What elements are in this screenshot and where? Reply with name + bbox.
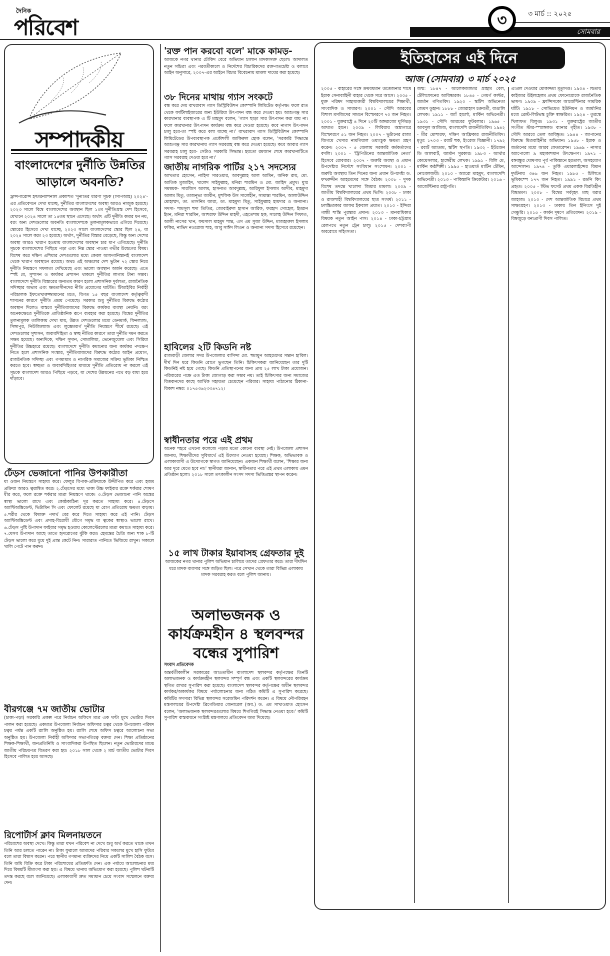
article-body: আখতার হোসেন, নাহিদা সারওয়ার, আবদুল্লাহ আল আমিন, অনিক রায়, মো. আতিক মুজাহিদ, খালেদ সাইফুল্লাহ, মনিরা শারমিন ও মো. জাহিদ প্রমুখ। যুগ্ম সমন্বয়ক- সারজিস আলম, হাসনাত আবদুল্লাহ, আরিফুল ইসলাম আদীব, মাহমুদা আলম মিতু, তাজনূভা জাবীন, মুশফিক উস সালেহীন, সামান্তা শারমিন, আলাউদ্দিন মোহাম্মদ, ডা. তাসনিম জারা, ডা. মাহমুদা মিতু, সাইফুল্লাহ হায়দার ও অন্যান্য। সদস্য- শামসুল হুদা তিতির, জোবাইরুল হাসান আরিফ, ফরহাদ সোহেল, ইমরান ইমন, মনিরা শারমিন, আশরাফ উদ্দিন মাহদী, এহতেশাম হক, সালেহ উদ্দিন সিফাত, আলী নাসের খান, ফয়সাল মাহমুদ শান্ত, এস এম সুজা উদ্দিন, মাজহারুল ইসলাম ফকির, নাভিদ নওরোজ শাহ, আবু সাঈদ লিওন ও অন্যান্য সদস্য হিসেবে রয়েছেন। xyxy=(164,174,308,231)
issue-date: ৩ মার্চ :: ২০২৫ xyxy=(528,10,572,18)
logo-text: পরিবেশ xyxy=(14,16,78,41)
editorial-box xyxy=(4,44,154,464)
article-headline[interactable]: স্বাধীনতার পরে এই প্রথম xyxy=(164,436,253,446)
divider xyxy=(11,153,147,154)
history-column-2: জন্ম: ১৮৪৭ - আলেকজান্ডার গ্রাহাম বেল, টেলিফোনের আবিষ্কারক। ১৮৪৫ - গেয়র্গ কান্টর, জার্মান গণিতবিদ। ১৯২০ - স্কটিশ অভিনেতা জেমস ডুহান। ১৮৮৮ - জোরাহাস চক্রবর্তী, বাঙালি লেখক। ১৯১১ - জ্যাঁ হার্লো, মার্কিন অভিনেত্রী। ১৯৩১ - সৌদি আরবের ফুটবলার। ১৯৬৫ - আবদুল আজিজ, বাংলাদেশি রাজনীতিবিদ। ১৯৪২ - মীর মোশারফ, দক্ষিণ আফ্রিকার রাজনীতিবিদ। মৃত্যু: ১৭০৩ - রবার্ট হুক, ইংরেজ বিজ্ঞানী। ১৭৯২ - রবার্ট অ্যাডাম, স্কটিশ স্থপতি। ১৯৩২ - ইউজেন ডি আলবার্ট, জার্মান সুরকার। ১৯৮৩ - আর্থার কোয়েসলার, হাঙ্গেরীয় লেখক। ১৯৯১ - বিলি মে, মার্কিন কণ্ঠশিল্পী। ১৯৯৫ - হাওয়ার্ড মার্টিন টেমিন, নোবেলজয়ী। ২০১০ - অ্যারো মাহমুদ, বাংলাদেশি অভিনেত্রী। ২০১৩ - পাকিস্তানি ক্রিকেটার। ২০১৬ - আর্জেন্টিনার রাষ্ট্রপতি। xyxy=(417,87,505,190)
article-headline[interactable]: রিপোর্টার্স ক্লাব মিলনায়তনে xyxy=(4,831,102,841)
article-body: বন্ধ করে দেয় বাখরাবাদ গ্যাস ডিস্ট্রিবিউশন কোম্পানি লিমিটেড কর্তৃপক্ষ। ফলে রাত থেকে ফার্টিলাইজারের জন্য ইউরিয়া উৎপাদন বন্ধ করে দেওয়া হয়। আশুগঞ্জ সার কারখানার ব্যবস্থাপক এ টি মাহমুদ বলেন, 'গ্যাস ছাড়া সার উৎপাদন করা যায় না। ফলে কারখানার উৎপাদন কার্যক্রম বন্ধ করে দেওয়া হয়েছে। কবে নাগাদ উৎপাদন চালু হবে-তা স্পষ্ট করে বলা যাচ্ছে না।' বাখরাবাদ গ্যাস ডিস্ট্রিবিউশন কোম্পানি লিমিটেডের উপব্যবস্থাপক প্রকৌশলী জাকিরুল হোক বলেন, 'সরকারি সিদ্ধান্তে আশুগঞ্জ সার কারখানায় গ্যাস সরবরাহ বন্ধ করে দেওয়া হয়েছে। কবে আবার গ্যাস সরবরাহ চালু হবে- সেটাও সরকারি সিদ্ধান্ত। হয়তো রমজান শেষে কারখানাটিতে গ্যাস সরবরাহ দেওয়া হবে না।' xyxy=(164,104,308,160)
article-body: অনেক শহরে এখনো কলেজে পড়ার মতো কোনো ব্যবস্থা নেই। উপজেলা প্রশাসন জানায়, শিক্ষার্থীদের সুবিধার্থে এই উদ্যোগ নেওয়া হয়েছে। শিক্ষক, অভিভাবক ও এলাকাবাসী এ উদ্যোগকে স্বাগত জানিয়েছেন। একজন শিক্ষার্থী বলেন, 'শিক্ষার জন্য আর দূরে যেতে হবে না।' স্থানীয়রা জানান, স্বাধীনতার পরে এই প্রথম এলাকায় এমন প্রতিষ্ঠান হলো। ২০১৮ সালে তৎকালীন সংসদ সদস্য ভিত্তিপ্রস্তর স্থাপন করেন। xyxy=(164,447,308,478)
article-body: রাজবাড়ী জেলার সদর উপজেলার বাসিন্দা মো. হুমায়ুন আহমেদের সন্তান হাবিল। দীর্ঘ দিন ধরে কিডনি রোগে ভুগছেন তিনি। চিকিৎসকরা জানিয়েছেন তার দুটি কিডনিই নষ্ট হয়ে গেছে। কিডনি প্রতিস্থাপনের জন্য প্রায় ২৫ লাখ টাকা প্রয়োজন। পরিবারের পক্ষে এত টাকা জোগাড় করা সম্ভব নয়। তাই চিকিৎসার জন্য সমাজের বিত্তবানদের কাছে আর্থিক সহায়তা চেয়েছেন পরিবার। সাহায্য পাঠানোর ঠিকানা- বিকাশ নম্বর: ০১৭৫৩৬২৩৩৪৭১২। xyxy=(164,354,308,392)
history-title: ইতিহাসের এই দিনে xyxy=(353,47,565,69)
editorial-body: ট্রান্সপারেন্সি ইন্টারন্যাশনাল প্রকাশিত 'দুর্নীতির ধারণা সূচক (সিপিআই) ২০২৪'-এর প্রতিবেদনে দেখা যাচ্ছে, দুর্নীতির বাংলাদেশের অবস্থা আরও নাজুক হয়েছে। ২০২৩ সালে বিশ্বে বাংলাদেশের অবস্থান ছিল ১০ম দুর্নীতিগ্রস্ত দেশ হিসেবে, যেখানে ২০২৪ সালে তা ১৪তম স্থানে এসেছে। অর্থাৎ এটি দুর্নীতি কমার ধন নয়, বরং অন্য দেশগুলোর অবনতি বাংলাদেশকে তুলনামূলকভাবে এগিয়ে দিয়েছে। স্কোরের হিসেবে দেখা যাচ্ছে, ২০২৩ সালে বাংলাদেশের স্কোর ছিল ২৪, যা ২০২৪ সালে কমে ২৩ হয়েছে। অর্থাৎ, দুর্নীতির বিস্তার বেড়েছে, কিন্তু অন্য দেশের অবস্থা আরও খারাপ হওয়ায় বাংলাদেশের অবস্থান চার ধাপ এগিয়েছে। দুর্নীতি সূচকে বাংলাদেশের পিছিয়ে পড়া এবং নিম্ন স্কোর পাওয়া গভীর উদ্বেগের বিষয়। বিশেষ করে দক্ষিণ এশিয়ার দেশগুলোর মধ্যে কেবল আফগানিস্তানই বাংলাদেশ থেকে খারাপ অবস্থানে রয়েছে। অথচ এই অঞ্চলের দেশ ভুটান ৭২ স্কোর নিয়ে দুর্নীতি নিয়ন্ত্রণে সফলতা দেখিয়েছে এবং ভালো অবস্থান অর্জন করেছে। এতে স্পষ্ট যে, সুশাসন ও কার্যকর প্রশাসন থাকলে দুর্নীতির লাগাম টানা সম্ভব। বাংলাদেশে দুর্নীতি বিস্তারের অন্যতম কারণ হলো প্রশাসনিক দুর্বলতা, রাজনৈতিক সদিচ্ছার অভাব এবং ক্ষমতাসীনদের নীতি প্রয়োগের ঘাটতি। টিআইবির নির্বাহী পরিচালক ইফতেখারুজ্জামানের মতে, বিগত ১৫ বছর বাংলাদেশ কর্তৃত্ববাদী শাসনের কারণে দুর্নীতি প্রশ্রয় পেয়েছে। সরকার শুধু দুর্নীতির বিরুদ্ধে কঠোর অবস্থান দিলেও বাস্তবে দুর্নীতিবাজদের বিরুদ্ধে কার্যকর ব্যবস্থা নেয়নি। বরং অনেকক্ষেত্রে দুর্নীতিকে প্রাতিষ্ঠানিক রূপে ব্যবহার করা হয়েছে। বিশ্বের দুর্নীতির তুলনামূলক তালিকায় দেখা যায়, উন্নত দেশগুলোর মধ্যে ডেনমার্ক, ফিনল্যান্ড, সিঙ্গাপুর, নিউজিল্যান্ড এবং লুক্সেমবার্গ দুর্নীতি নিয়ন্ত্রণে শীর্ষে রয়েছে। এই দেশগুলোর সুশাসন, জবাবদিহিতা ও স্বচ্ছ নীতির কারণে তারা দুর্নীতি দমন করতে সক্ষম হয়েছে। অন্যদিকে, দক্ষিণ সুদান, সোমালিয়া, ভেনেজুয়েলা এবং সিরিয়া দুর্নীতির উচ্চহারে রয়েছে। বাংলাদেশে দুর্নীতি কমানোর জন্য কার্যকর পদক্ষেপ নিতে হলে প্রশাসনিক সংস্কার, দুর্নীতিবাজদের বিরুদ্ধে কঠোর আইন প্রয়োগ, রাজনৈতিক সদিচ্ছা এবং গণমাধ্যম ও নাগরিক সমাজের সক্রিয় ভূমিকা নিশ্চিত করতে হবে। স্বচ্ছতা ও জবাবদিহিতার মাধ্যমে দুর্নীতি প্রতিরোধ না করলে এই সূচকে বাংলাদেশ আরও পিছিয়ে পড়বে, যা দেশের উন্নয়নের পথে বড় বাধা হয়ে দাঁড়াবে। xyxy=(10,195,148,382)
newspaper-logo[interactable] xyxy=(14,6,104,41)
article-headline[interactable]: ৩৮ দিনের মাথায় গ্যাস সংকটে xyxy=(164,93,273,103)
issue-day: সোমবার xyxy=(576,28,600,36)
column-divider xyxy=(414,87,415,903)
masthead xyxy=(0,0,610,40)
column-divider xyxy=(160,44,161,952)
article-okra-water xyxy=(4,468,154,704)
page-number: ৩ xyxy=(488,6,516,34)
article-body: আজকের নগর থানার পুলিশ অভিযান চালিয়ে তাদের গ্রেফতার করে। তারা দীর্ঘদিন ধরে মাদক ব্যবসার সঙ্গে জড়িত ছিল। পরে সেখান থেকে তারা বিভিন্ন এলাকায় মাদক সরবরাহ করত বলে পুলিশ জানায়। xyxy=(165,560,307,578)
article-land-ports xyxy=(164,606,308,952)
article-headline[interactable]: 'রক্ত পান করবো বলে' মাকে কামড়- xyxy=(164,47,293,57)
article-headline[interactable]: হাবিলের ২টি কিডনি নষ্ট xyxy=(164,343,252,353)
article-gas-crisis xyxy=(164,92,308,160)
article-reporters-club xyxy=(4,830,154,952)
article-headline[interactable]: ১৫ লাখ টাকার ইয়াবাসহ গ্রেফতার দুই xyxy=(168,549,304,559)
article-kidney xyxy=(164,342,308,432)
feather-leaf-icon xyxy=(11,49,141,125)
article-first-since-independence xyxy=(164,435,308,545)
logo-small-text: দৈনিক xyxy=(16,8,32,15)
history-date: আজ (সোমবার) ৩ মার্চ ২০২৫ xyxy=(404,75,516,85)
article-byline: সংবাদ প্রতিবেদক xyxy=(164,663,194,668)
editorial-section-title: সম্পাদকীয় xyxy=(35,128,123,153)
article-blood-bite xyxy=(164,46,308,88)
article-headline[interactable]: অলাভজনক ও কার্যক্রমহীন ৪ স্থলবন্দর বন্ধের সুপারিশ xyxy=(168,606,304,662)
article-body: আজকে নগর থানার চৌকিদ বেরে অভিযান চালান মাদকাসক্ত ছেলে। আদালত নতুন সচিত্রা এবং পরবর্তীকালে ও নির্দেশের বিচারিকদের রক্তপাতচেষ্টা ও বলাবে আইন অনুসারে, ২০০৭-এর আইনে বিচার বিবেচনায় মামলা দায়ের করা হয়েছে। xyxy=(164,58,308,76)
column-divider xyxy=(508,87,509,903)
article-body: (চাকা-পড়া) সরকারি প্রকল্প পরে নির্বাচন অফিসে মাত্র এক ঘণ্টা মুখে ভোটার দিবস পালন করা হয়েছে। একমাত্র উপজেলা নির্বাচন অফিসার চত্বর থেকে উপজেলা পরিষদ চত্বর পর্যন্ত একটি র‍্যালি অনুষ্ঠিত হয়। র‍্যালি শেষে অফিস চত্বরে আলোচনা সভা অনুষ্ঠিত হয়। উপজেলা নির্বাহী অফিসার সভাপতিত্বে বক্তব্য দেন। শিক্ষা প্রতিষ্ঠানের শিক্ষক-শিক্ষার্থী, জনপ্রতিনিধি ও সাংবাদিকরা উপস্থিত ছিলেন। নতুন ভোটারদের মাঝে জাতীয় পরিচয়পত্র বিতরণ করা হয়। ২০১৮ সাল থেকে ২ মার্চ জাতীয় ভোটার দিবস হিসেবে পালিত হয়ে আসছে। xyxy=(4,716,154,760)
article-body: অন্তর্বর্তীকালীন সরকারের আওতাধীন বাংলাদেশ স্থলবন্দর কর্তৃপক্ষের তিনটি অলাভজনক ও কার্যক্রমহীন স্থলবন্দর সম্পূর্ণ বন্ধ এবং একটি স্থলবন্দরের কার্যক্রম স্থগিত রাখার সুপারিশ করা হয়েছে। বাংলাদেশ স্থলবন্দর কর্তৃপক্ষের অধীন স্থলবন্দর কার্যকর/অকার্যকর বিষয়ে পর্যালোচনার জন্য গঠিত কমিটি এ সুপারিশ করেছে। কমিটির সদস্যরা বিভিন্ন স্থলবন্দর সরেজমিন পরিদর্শন করেন। এ বিষয়ে নৌপরিবহন মন্ত্রণালয়ের উপদেষ্টা ব্রিগেডিয়ার জেনারেল (অব.) ড. এম সাখাওয়াত হোসেন বলেন, 'অলাভজনক স্থলবন্দরগুলোর বিষয়ে শিগগিরই সিদ্ধান্ত নেওয়া হবে।' কমিটি সুপারিশ বাস্তবায়নে সংশ্লিষ্ট মন্ত্রণালয়ে প্রতিবেদন জমা দিয়েছে। xyxy=(164,670,308,721)
divider xyxy=(11,149,147,151)
article-yaba-arrest xyxy=(164,548,308,600)
article-headline[interactable]: বীরগঞ্জে ৭ম জাতীয় ভোটার xyxy=(4,705,105,715)
history-box xyxy=(314,42,606,910)
article-voter-day xyxy=(4,704,154,824)
history-column-1: ২০০৫ - বাহারের সঙ্গে ক্রমবর্ধমান উত্তেজনার শীর্ষে ইরাক সেনাবাহিনী বাহার থেকে সরে আসে। ২০০৫ - যুক্ত পরিষদ সাহায্যকারী বিশ্ববিদ্যালয়ের শিক্ষার্থী, সাংবাদিক ও সাধারণ। ২০০১ - সৌদি আরবের বিশাল মসজিদের সামনে বিস্ফোরণে ৭০ জন নিহত। ২০০১ - যুক্তরাষ্ট্রে ৪ দিনে ২০টি অঙ্গরাজ্যে ঘূর্ণিঝড় আঘাত হানে। ২০০৯ - লিবিয়ায় অস্ত্রাগারে বিস্ফোরণে ৫১ জন নিহত। ২০০৭ - ভুটানের রাজা জিগমে খেসার নামগিয়াল ওয়াংচুক ক্ষমতা গ্রহণ করেন। ২০০৭ - ৫ জেলায় সরকারি কর্মকর্তাদের বদলি। ২০০১ - 'ট্রিপিউনের আন্তর্জাতিক নেতা' হিসেবে রোববার। ২০০৭ - জরুরি অবস্থা ও প্রধান উপদেষ্টার নির্দেশে সংবিধান সংশোধন। ২০০১ - জরুরি অবস্থায় তিন দিনের জন্য প্রধান উপদেষ্টা ড. ফখরুদ্দীন আহমেদের সঙ্গে বৈঠক। ২০০৮ - দুদক বিশেষ তদন্তে খালেদা জিয়ার মামলা। ২০০৯ - জাতীয় বিশ্ববিদ্যালয়ের প্রথম ভিসি। ২০০৮ - ঢাকা ও রাজশাহী বিশ্ববিদ্যালয়ের ছাত্র সংঘর্ষ। ২০১১ - চলচ্চিত্রকার জাফর ইকবাল প্রয়াত। ২০১০ - ইন্দিরা গান্ধী শান্তি পুরস্কার প্রদান। ২০১৩ - মানবাধিকার বিষয়ক নতুন আইন পাস। ২০১৪ - ঢাকা-চট্টগ্রাম রেলপথে নতুন ট্রেন চালু। ২০১৫ - দেশব্যাপী অবরোধে সহিংসতা। xyxy=(321,87,411,235)
editorial-headline[interactable]: বাংলাদেশের দুর্নীতি উন্নতির আড়ালে অবনতি? xyxy=(14,158,146,189)
article-body: যা ওজন নিয়ন্ত্রণে সাহায্য করে। ফেলুর বিপাক-প্রক্রিয়াকে উদ্দীপিত করে এবং হজম প্রক্রিয়া আরও ত্বরান্বিত করে। ২.ঢেঁড়সের মধ্যে থাকা উচ্চ ফাইবার রক্তে শর্করার শোষণ ধীর করে, ফলে রক্তে শর্করার মাত্রা নিয়ন্ত্রণে থাকে। ৩.ঢেঁড়স ভেজানো পানি অন্ত্রের স্বাস্থ্য ভালো রাখে এবং কোষ্ঠকাঠিন্য দূর করতে সাহায্য করে। ৪.ঢেঁড়সে অ্যান্টিঅক্সিডেন্ট, ভিটামিন সি এবং ফোলেট রয়েছে যা রোগ প্রতিরোধ ক্ষমতা বাড়ায়। ৫.শরীর থেকে বিষাক্ত পদার্থ বের করে দিতে সাহায্য করে এই পানি। ঢেঁড়স অ্যান্টিঅক্সিডেন্ট এবং প্রদাহ-বিরোধী যৌগে সমৃদ্ধ যা ত্বকের স্বাস্থ্যও ভালো রাখে। ৬.ঢেঁড়স পুষ্টি উপাদান ফাইবার সমৃদ্ধ হওয়ায় কোলেস্টেরলের মাত্রা কমাতে সাহায্য করে। ৭.যেসব উপাদান আছে তাতে হৃদরোগের ঝুঁকি কমে। হেমন্তের চৈত্রি জন্য শাক ৮-টি ঢেঁড়স ভালো করে ধুয়ে দুই প্রান্ত কেটে নিন। সারারাত পানিতে ভিজিয়ে রাখুন। সকালে খালি পেটে পান করুন। xyxy=(4,480,154,550)
article-headline[interactable]: জাতীয় নাগরিক পার্টির ২১৭ সদস্যের xyxy=(164,163,297,173)
header-rule xyxy=(515,22,610,23)
article-headline[interactable]: ঢেঁড়স ভেজানো পানির উপকারীতা xyxy=(4,469,128,479)
article-ncp-committee xyxy=(164,162,308,340)
history-column-3: এপ্রিল দেওয়ার মোকাদ্দমা মৃত্যুদণ্ড। ১৯০৪ - দ্বিতীয় কাইজার উইলহেলম প্রথম ফোনোগ্রাফে রাজনৈতিক ভাষণ। ১৯০৯ - ফ্রান্সিসকো আর্জেন্টিনার সামরিক ঘাঁটি। ১৯১৮ - সোভিয়েত ইউনিয়ন ও জার্মানির মধ্যে ব্রেস্ট-লিটভস্ক চুক্তি স্বাক্ষরিত। ১৯২৪ - তুরস্কে খিলাফত বিলুপ্ত। ১৯৩১ - যুক্তরাষ্ট্রের জাতীয় সংগীত স্টার-স্প্যাঙ্গলড ব্যানার গৃহীত। ১৯৩৮ - সৌদি আরবে তেল আবিষ্কৃত। ১৯৪৪ - জাপানের বিরুদ্ধে মিত্রবাহিনীর অভিযান। ১৯৫৮ - ইরাক ও জর্ডানের মধ্যে আরব ফেডারেশন। ১৯৬৯ - নাসার অ্যাপোলো ৯ মহাকাশযান উৎক্ষেপণ। ১৯৭১ - বঙ্গবন্ধুর ঘোষণায় পূর্ব পাকিস্তানে হরতাল, অসহযোগ আন্দোলন। ১৯৭৪ - তুর্কি এয়ারলাইন্সের বিমান দুর্ঘটনায় ৩৪৬ জন নিহত। ১৯৮৫ - চিলিতে ভূমিকম্পে ১৭৭ জন নিহত। ১৯৯১ - রডনি কিং প্রহৃত। ২০০৫ - স্টিভ ফসেট প্রথম একক বিরতিহীন বিশ্বভ্রমণ। ২০০৮ - বিশ্বের সর্ববৃহৎ মাছ ধরার জাহাজ। ২০১০ - দেশ আন্তর্জাতিক বিচারে প্রথম সাক্ষ্যগ্রহণ। ২০১৩ - ঢাকায় তিন ইনিংসে দুই সেঞ্চুরি। ২০১৫ - কার্বন দূষণে প্রতিবেদন। ২০১৯ - বিশ্বজুড়ে বন্যপ্রাণী দিবস পালিত। xyxy=(511,87,601,222)
article-body: পরিবেশের অবস্থা দেখে। কিন্তু তারা যখন পরিবেশ না দেখে শুধু অর্থ করতে থাকে তখন তিনি আর চলতে পারেন না। টাকা ফুরালে আমাদের পরিবার সকলের মুখে হাসি ফুটবে বলে তারা বিশ্বাস করেন। পরে স্থানীয় গণমান্য ব্যক্তিদের নিয়ে একটি সালিশ বৈঠক বসে। তিনি জমি বিক্রি করে টাকা পরিশোধের প্রতিশ্রুতি দেন। এক পর্যায়ে আলোচনার মধ্য দিয়ে বিষয়টি মীমাংসা করা হয়। এ বিষয়ে থানায় অভিযোগ করা হয়েছে। পুলিশ ঘটনাটি তদন্ত করছে বলে জানিয়েছে। এলাকাবাসী দ্রুত সমাধান চেয়ে সংবাদ সম্মেলনে বক্তব্য দেন। xyxy=(4,842,154,886)
